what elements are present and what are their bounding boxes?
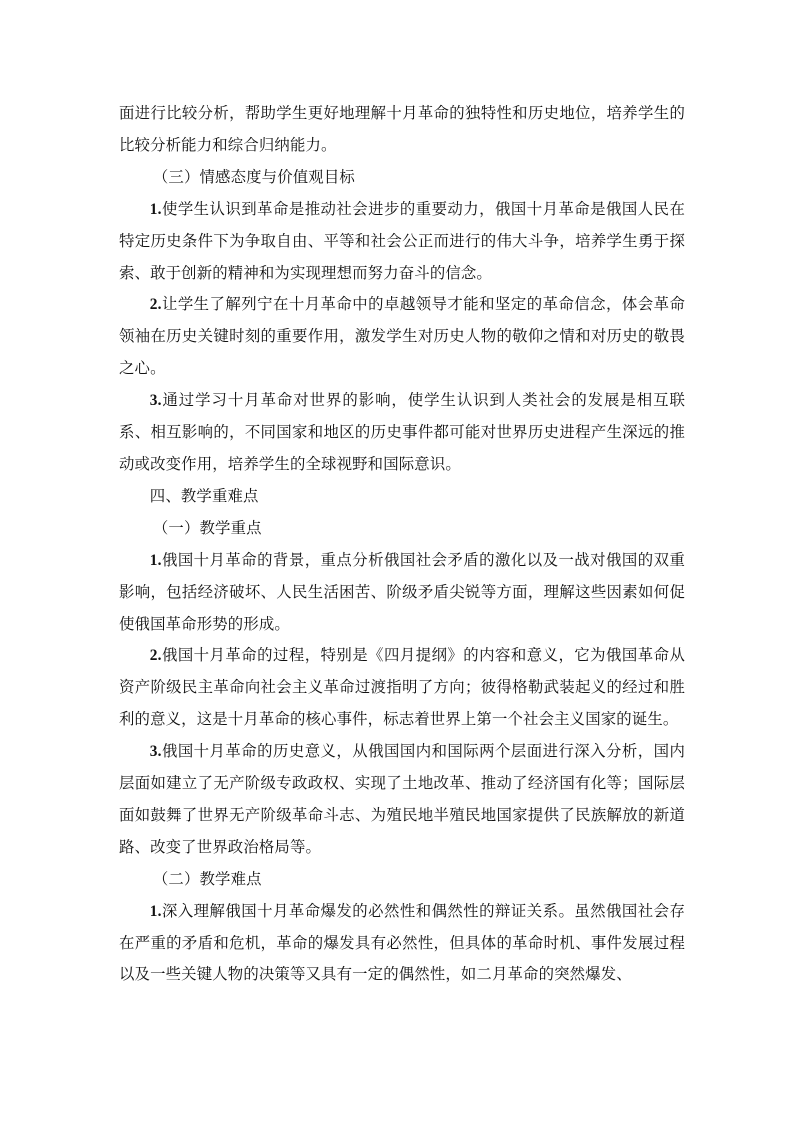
paragraph-text: 俄国十月革命的背景，重点分析俄国社会矛盾的激化以及一战对俄国的双重影响，包括经济破坏、人民生活困苦、阶级矛盾尖锐等方面，理解这些因素如何促使俄国革命形势的形成。 <box>119 550 685 633</box>
list-number: 2. <box>149 296 162 314</box>
paragraph-text: 俄国十月革命的过程，特别是《四月提纲》的内容和意义，它为俄国革命从资产阶级民主革命向社会主义革命过渡指明了方向；彼得格勒武装起义的经过和胜利的意义，这是十月革命的核心事件，标志着世界上第一个社会主义国家的诞生。 <box>119 646 685 729</box>
paragraph-emotional-goal-2 <box>119 289 685 385</box>
subheading-teaching-difficult-points <box>119 864 685 896</box>
subheading-text: （二）教学难点 <box>152 869 262 888</box>
paragraph-key-point-2 <box>119 640 685 736</box>
list-number: 1. <box>149 551 162 569</box>
list-number: 1. <box>149 200 162 218</box>
paragraph-text: 使学生认识到革命是推动社会进步的重要动力，俄国十月革命是俄国人民在特定历史条件下为争取自由、平等和社会公正而进行的伟大斗争，培养学生勇于探索、敢于创新的精神和为实现理想而努力奋斗的信念。 <box>119 199 685 282</box>
paragraph-emotional-goal-3 <box>119 385 685 481</box>
paragraph-text: 通过学习十月革命对世界的影响，使学生认识到人类社会的发展是相互联系、相互影响的，不同国家和地区的历史事件都可能对世界历史进程产生深远的推动或改变作用，培养学生的全球视野和国际意识。 <box>119 391 685 473</box>
list-number: 3. <box>149 743 162 761</box>
heading-text: 四、教学重难点 <box>149 486 259 505</box>
paragraph-text: 深入理解俄国十月革命爆发的必然性和偶然性的辩证关系。虽然俄国社会存在严重的矛盾和危机，革命的爆发具有必然性，但具体的革命时机、事件发展过程以及一些关键人物的决策等又具有一定的偶然性，如二月革命的突然爆发、 <box>119 901 685 984</box>
paragraph-key-point-1 <box>119 545 685 641</box>
list-number: 3. <box>149 392 162 410</box>
subheading-text: （三）情感态度与价值观目标 <box>152 167 355 186</box>
subheading-text: （一）教学重点 <box>152 518 262 537</box>
paragraph-difficult-point-1 <box>119 896 685 992</box>
paragraph-text: 俄国十月革命的历史意义，从俄国国内和国际两个层面进行深入分析，国内层面如建立了无产阶级专政政权、实现了土地改革、推动了经济国有化等；国际层面如鼓舞了世界无产阶级革命斗志、为殖民地半殖民地国家提供了民族解放的新道路、改变了世界政治格局等。 <box>119 742 685 856</box>
paragraph-emotional-goal-1 <box>119 194 685 290</box>
paragraph-continued-comparison <box>119 98 685 162</box>
list-number: 2. <box>149 647 162 665</box>
paragraph-key-point-3 <box>119 736 685 864</box>
list-number: 1. <box>149 902 162 920</box>
document-body <box>119 98 685 991</box>
paragraph-text: 面进行比较分析，帮助学生更好地理解十月革命的独特性和历史地位，培养学生的比较分析能力和综合归纳能力。 <box>119 104 685 154</box>
paragraph-text: 让学生了解列宁在十月革命中的卓越领导才能和坚定的革命信念，体会革命领袖在历史关键时刻的重要作用，激发学生对历史人物的敬仰之情和对历史的敬畏之心。 <box>119 295 685 378</box>
subheading-teaching-key-points <box>119 513 685 545</box>
heading-teaching-key-difficult-points <box>119 481 685 513</box>
subheading-emotional-goals <box>119 162 685 194</box>
